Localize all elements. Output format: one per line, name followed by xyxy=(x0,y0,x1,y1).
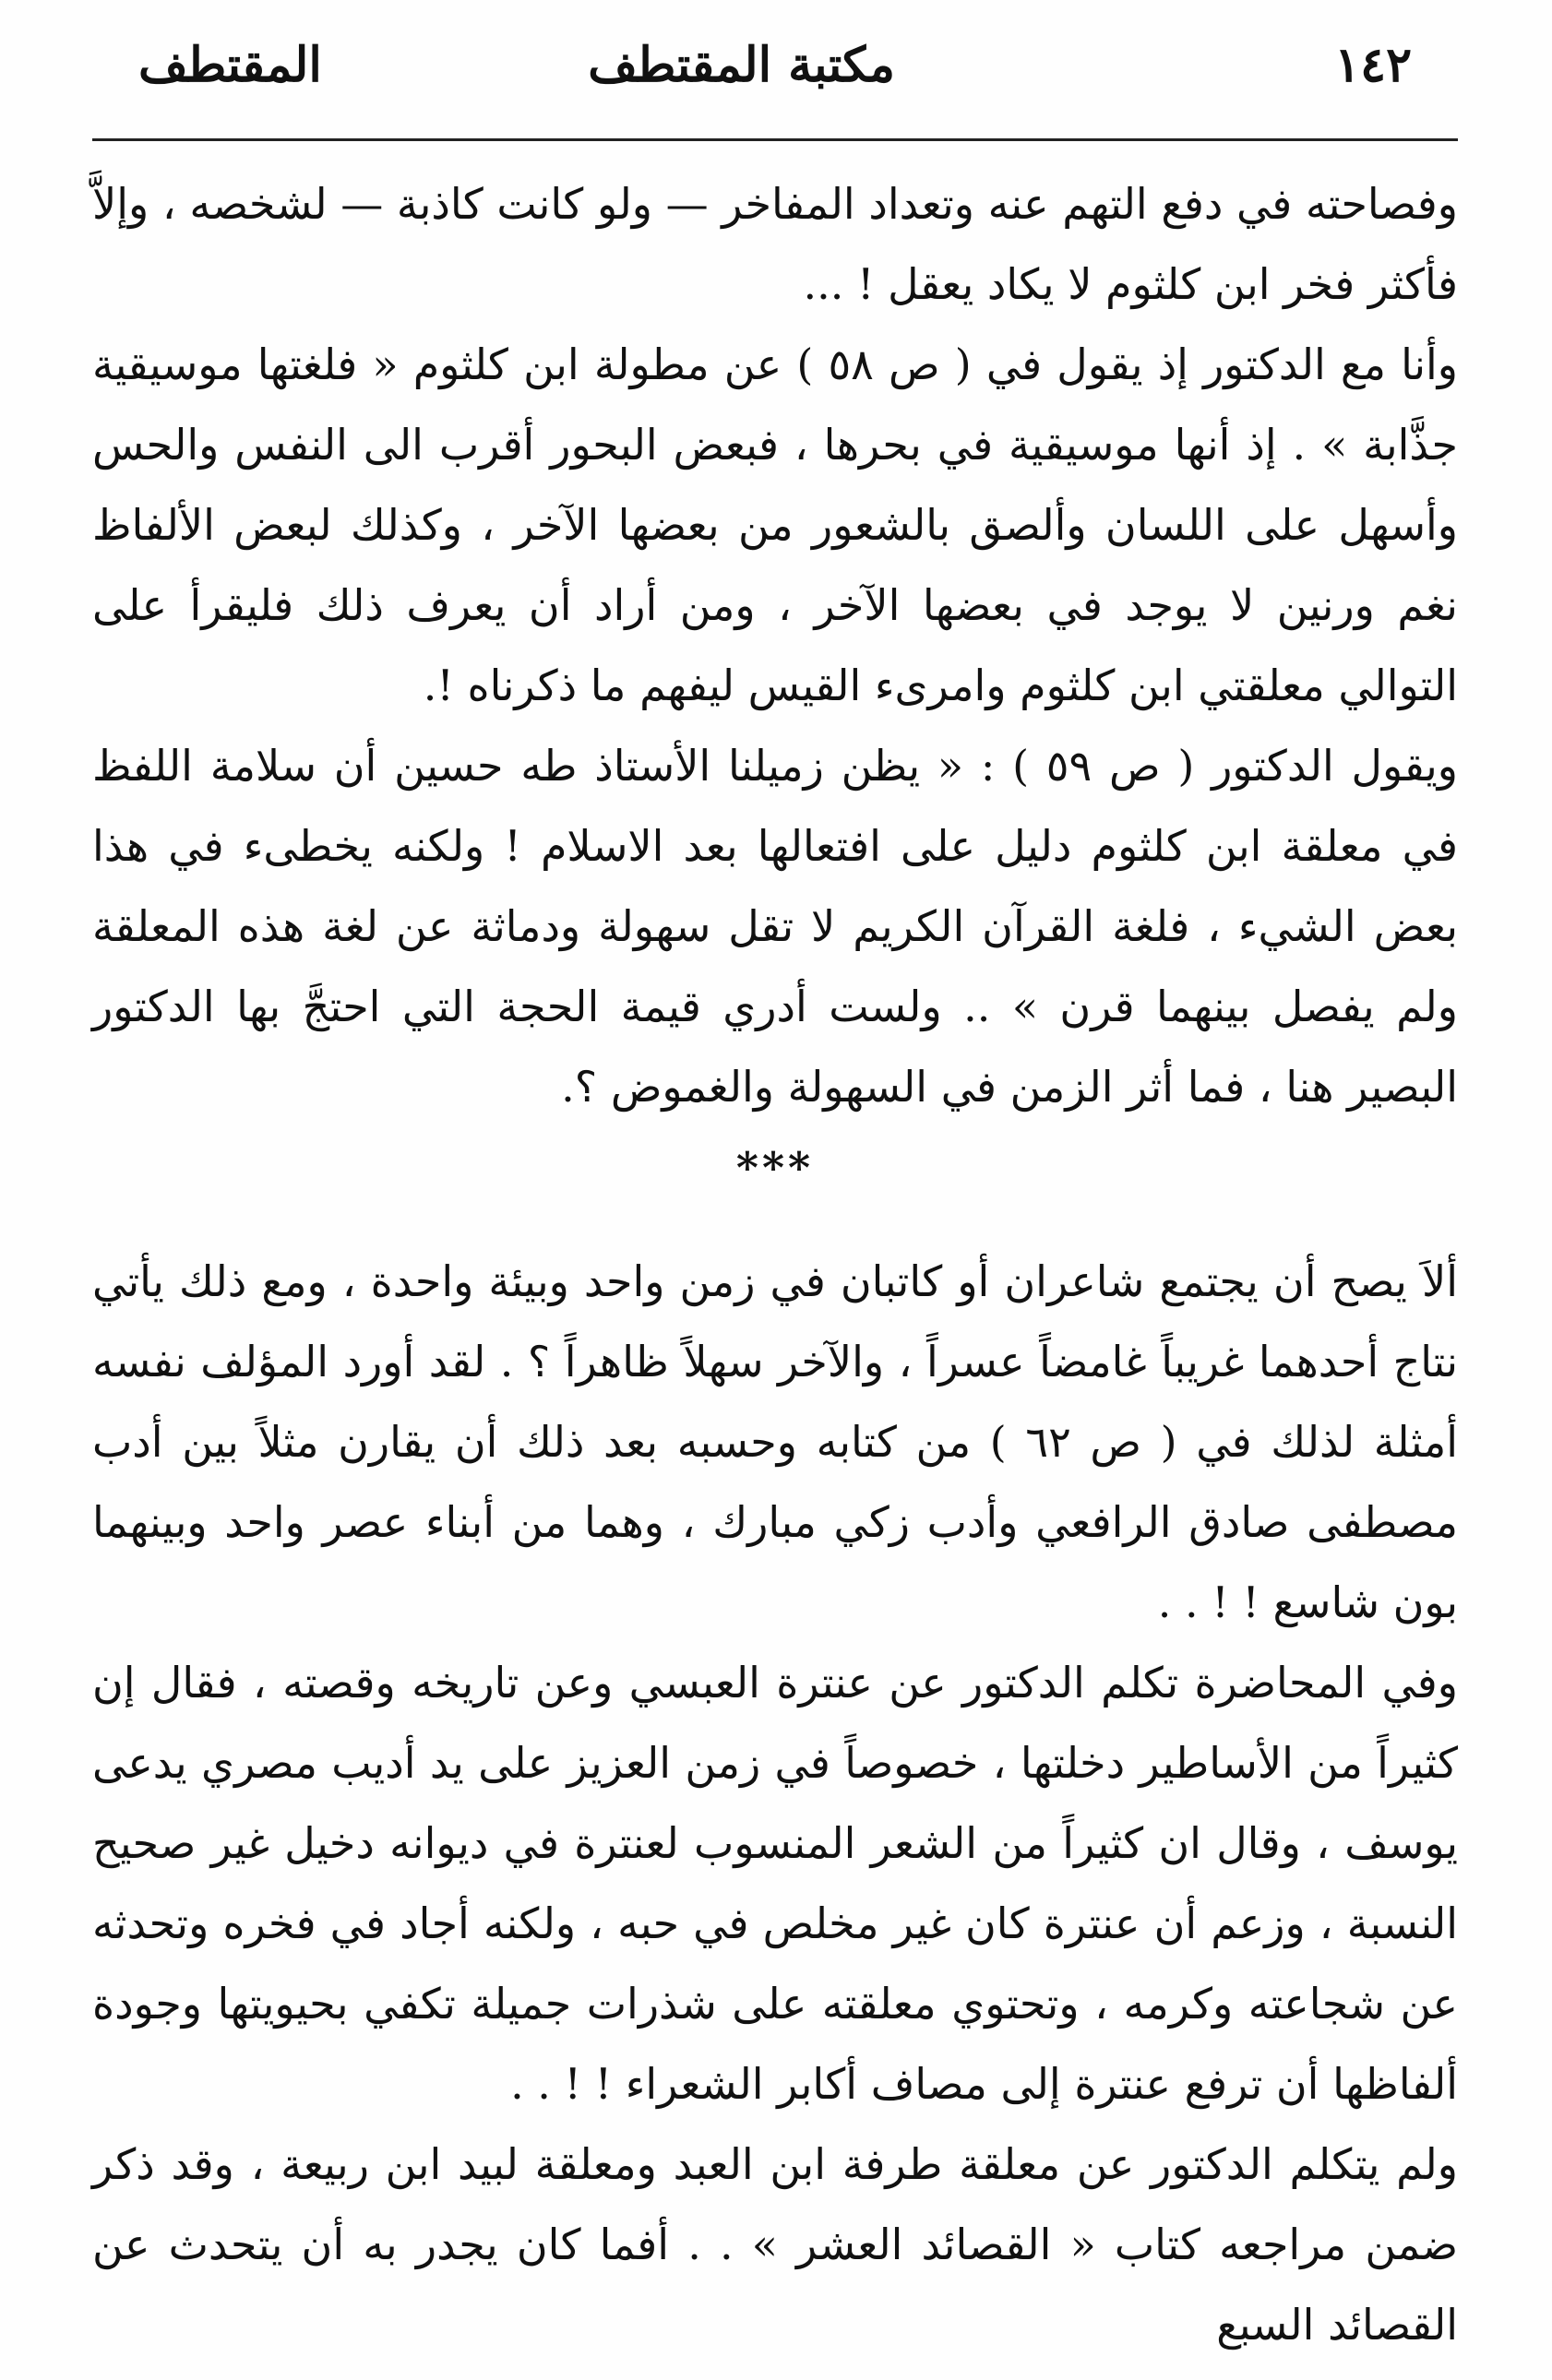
page-number: ١٤٢ xyxy=(1334,37,1412,93)
section-separator: *** xyxy=(735,1143,815,1193)
paragraph: ولم يتكلم الدكتور عن معلقة طرفة ابن العبد ومعلقة لبيد ابن ربيعة ، وقد ذكر ضمن مراجعه كتاب « القصائد العشر » . . أفما كان يجدر به أن يتحدث عن القصائد السبع xyxy=(92,2139,1458,2350)
paragraph: ويقول الدكتور ( ص ٥٩ ) : « يظن زميلنا الأستاذ طه حسين أن سلامة اللفظ في معلقة ابن كلثوم دليل على افتعالها بعد الاسلام ! ولكنه يخطىء في هذا بعض الشيء ، فلغة القرآن الكريم لا تقل سهولة ودماثة عن لغة هذه المعلقة ولم يفصل بينهما قرن » .. ولست أدري قيمة الحجة التي احتجَّ بها الدكتور البصير هنا ، فما أثر الزمن في السهولة والغموض ؟. xyxy=(92,741,1458,1112)
header-rule xyxy=(92,138,1458,141)
paragraph: وأنا مع الدكتور إذ يقول في ( ص ٥٨ ) عن مطولة ابن كلثوم « فلغتها موسيقية جذَّابة » . إذ أنها موسيقية في بحرها ، فبعض البحور أقرب الى النفس والحس وأسهل على اللسان وألصق بالشعور من بعضها الآخر ، وكذلك لبعض الألفاظ نغم ورنين لا يوجد في بعضها الآخر ، ومن أراد أن يعرف ذلك فليقرأ على التوالي معلقتي ابن كلثوم وامرىء القيس ليفهم ما ذكرناه !. xyxy=(92,339,1458,710)
journal-name: المقتطف xyxy=(138,37,322,93)
page-header xyxy=(138,37,1412,101)
paragraph: وفي المحاضرة تكلم الدكتور عن عنترة العبسي وعن تاريخه وقصته ، فقال إن كثيراً من الأساطير دخلتها ، خصوصاً في زمن العزيز على يد أديب مصري يدعى يوسف ، وقال ان كثيراً من الشعر المنسوب لعنترة في ديوانه دخيل غير صحيح النسبة ، وزعم أن عنترة كان غير مخلص في حبه ، ولكنه أجاد في فخره وتحدثه عن شجاعته وكرمه ، وتحتوي معلقته على شذرات جميلة تكفي بحيويتها وجودة ألفاظها أن ترفع عنترة إلى مصاف أكابر الشعراء ! ! . . xyxy=(92,1658,1458,2109)
body-text xyxy=(92,164,1458,2360)
running-title: مكتبة المقتطف xyxy=(588,37,895,93)
paragraph: وفصاحته في دفع التهم عنه وتعداد المفاخر — ولو كانت كاذبة — لشخصه ، وإلاَّ فأكثر فخر ابن كلثوم لا يكاد يعقل ! ... xyxy=(92,179,1458,309)
paragraph: ألاَ يصح أن يجتمع شاعران أو كاتبان في زمن واحد وبيئة واحدة ، ومع ذلك يأتي نتاج أحدهما غريباً غامضاً عسراً ، والآخر سهلاً ظاهراً ؟ . لقد أورد المؤلف نفسه أمثلة لذلك في ( ص ٦٢ ) من كتابه وحسبه بعد ذلك أن يقارن مثلاً بين أدب مصطفى صادق الرافعي وأدب زكي مبارك ، وهما من أبناء عصر واحد وبينهما بون شاسع ! ! . . xyxy=(92,1256,1458,1627)
